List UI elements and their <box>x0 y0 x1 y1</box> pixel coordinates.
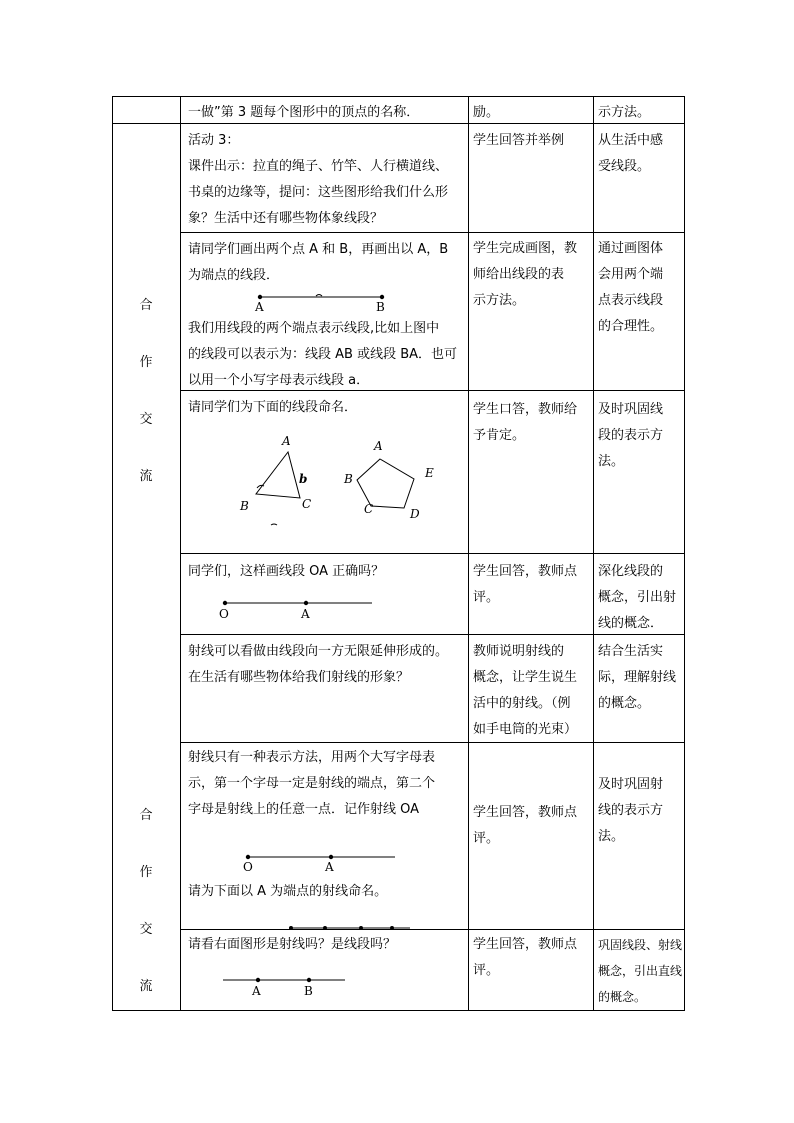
text-line: 活中的射线。（例 <box>473 696 571 711</box>
text-line: 以用一个小写字母表示线段 a． <box>188 373 370 388</box>
text-line: 教师说明射线的 <box>473 644 565 659</box>
text-line: 线的概念． <box>598 616 664 631</box>
text-line: 学生回答，教师点 <box>473 937 578 952</box>
text-line: 字母是射线上的任意一点．记作射线 OA <box>188 802 420 817</box>
side-char: 交 <box>139 922 153 937</box>
side-char: 作 <box>139 865 153 880</box>
text-line: 的合理性。 <box>598 319 664 334</box>
text-line: 评。 <box>473 831 500 846</box>
text-line: 概念，让学生说生 <box>473 670 578 685</box>
pentagon-vertex-c: C <box>364 502 374 516</box>
pentagon-vertex-a: A <box>374 439 383 453</box>
text-line: 及时巩固射 <box>598 777 664 792</box>
side-char: 交 <box>139 412 153 427</box>
row7-content: 请看右面图形是射线吗？是线段吗？ <box>188 937 397 952</box>
triangle-vertex-c: C <box>302 497 312 511</box>
text-line: 线的表示方 <box>598 803 664 818</box>
text-line: 师给出线段的表 <box>473 267 565 282</box>
point-label-o: O <box>219 607 229 621</box>
text-line: 深化线段的 <box>598 564 664 579</box>
row4-content: 同学们，这样画线段 OA 正确吗？ <box>188 564 385 579</box>
text-line: 象？生活中还有哪些物体象线段？ <box>188 211 384 226</box>
text-line: 法。 <box>598 454 625 469</box>
pentagon-vertex-d: D <box>410 507 420 521</box>
text-line: 结合生活实 <box>598 644 664 659</box>
text-line: 评。 <box>473 963 500 978</box>
text-line: 概念，引出射 <box>598 590 677 605</box>
text-line: 巩固线段、射线 <box>598 938 683 952</box>
text-line: 为端点的线段． <box>188 268 280 283</box>
text-line: 段的表示方 <box>598 428 664 443</box>
pentagon-vertex-e: E <box>425 466 434 480</box>
row7-method <box>473 932 577 984</box>
triangle-vertex-b: B <box>240 499 249 513</box>
text-line: 课件出示：拉直的绳子、竹竿、人行横道线、 <box>188 159 449 174</box>
text-line: 请同学们画出两个点 A 和 B，再画出以 A，B <box>188 242 449 257</box>
text-line: 及时巩固线 <box>598 402 664 417</box>
text-line: 我们用线段的两个端点表示线段,比如上图中 <box>188 321 440 336</box>
text-line: 受线段。 <box>598 159 651 174</box>
side-char: 流 <box>139 469 153 484</box>
point-label-a: A <box>255 300 264 314</box>
text-line: 的线段可以表示为：线段 AB 或线段 BA．也可 <box>188 347 458 362</box>
text-line: 点表示线段 <box>598 293 664 308</box>
text-line: 予肯定。 <box>473 428 526 443</box>
text-line: 学生回答，教师点 <box>473 564 578 579</box>
point-label-b: B <box>376 300 385 314</box>
text-line: 如手电筒的光束） <box>473 722 578 737</box>
row0-content: 一做”第 3 题每个图形中的顶点的名称． <box>188 105 420 120</box>
text-line: 学生口答，教师给 <box>473 402 578 417</box>
text-line: 法。 <box>598 829 625 844</box>
text-line: 际，理解射线 <box>598 670 677 685</box>
text-line: 示方法。 <box>473 293 526 308</box>
triangle-side-label: b <box>299 472 308 486</box>
point-label-a: A <box>252 984 261 998</box>
text-line: 概念，引出直线 <box>598 964 683 978</box>
side-char: 流 <box>139 979 153 994</box>
pentagon-vertex-b: B <box>344 472 353 486</box>
text-line: 射线可以看做由线段向一方无限延伸形成的。 <box>188 644 449 659</box>
row0-method: 励。 <box>473 105 500 120</box>
row7-purpose <box>598 932 682 1010</box>
text-line: 学生回答，教师点 <box>473 805 578 820</box>
point-label-a: A <box>301 607 310 621</box>
text-line: 在生活有哪些物体给我们射线的形象？ <box>188 670 410 685</box>
row3-content: 请同学们为下面的线段命名． <box>188 400 358 415</box>
text-line: 的概念。 <box>598 696 651 711</box>
text-line: 的概念。 <box>598 990 647 1004</box>
row1-method: 学生回答并举例 <box>473 133 565 148</box>
text-line: 射线只有一种表示方法，用两个大写字母表 <box>188 750 436 765</box>
point-label-o: O <box>243 860 253 874</box>
side-char: 合 <box>139 298 153 313</box>
side-char: 合 <box>139 808 153 823</box>
point-label-a: A <box>325 860 334 874</box>
row6-content-after: 请为下面以 A 为端点的射线命名。 <box>188 884 388 899</box>
text-line: 活动 3： <box>188 133 240 148</box>
side-char: 作 <box>139 355 153 370</box>
text-line: 书桌的边缘等，提问：这些图形给我们什么形 <box>188 185 449 200</box>
text-line: 示，第一个字母一定是射线的端点，第二个 <box>188 776 436 791</box>
triangle-vertex-a: A <box>282 434 291 448</box>
row0-purpose: 示方法。 <box>598 105 651 120</box>
text-line: 从生活中感 <box>598 133 664 148</box>
text-line: 学生完成画图，教 <box>473 241 578 256</box>
text-line: 评。 <box>473 590 500 605</box>
text-line: 通过画图体 <box>598 241 664 256</box>
point-label-b: B <box>304 984 313 998</box>
text-line: 会用两个端 <box>598 267 664 282</box>
